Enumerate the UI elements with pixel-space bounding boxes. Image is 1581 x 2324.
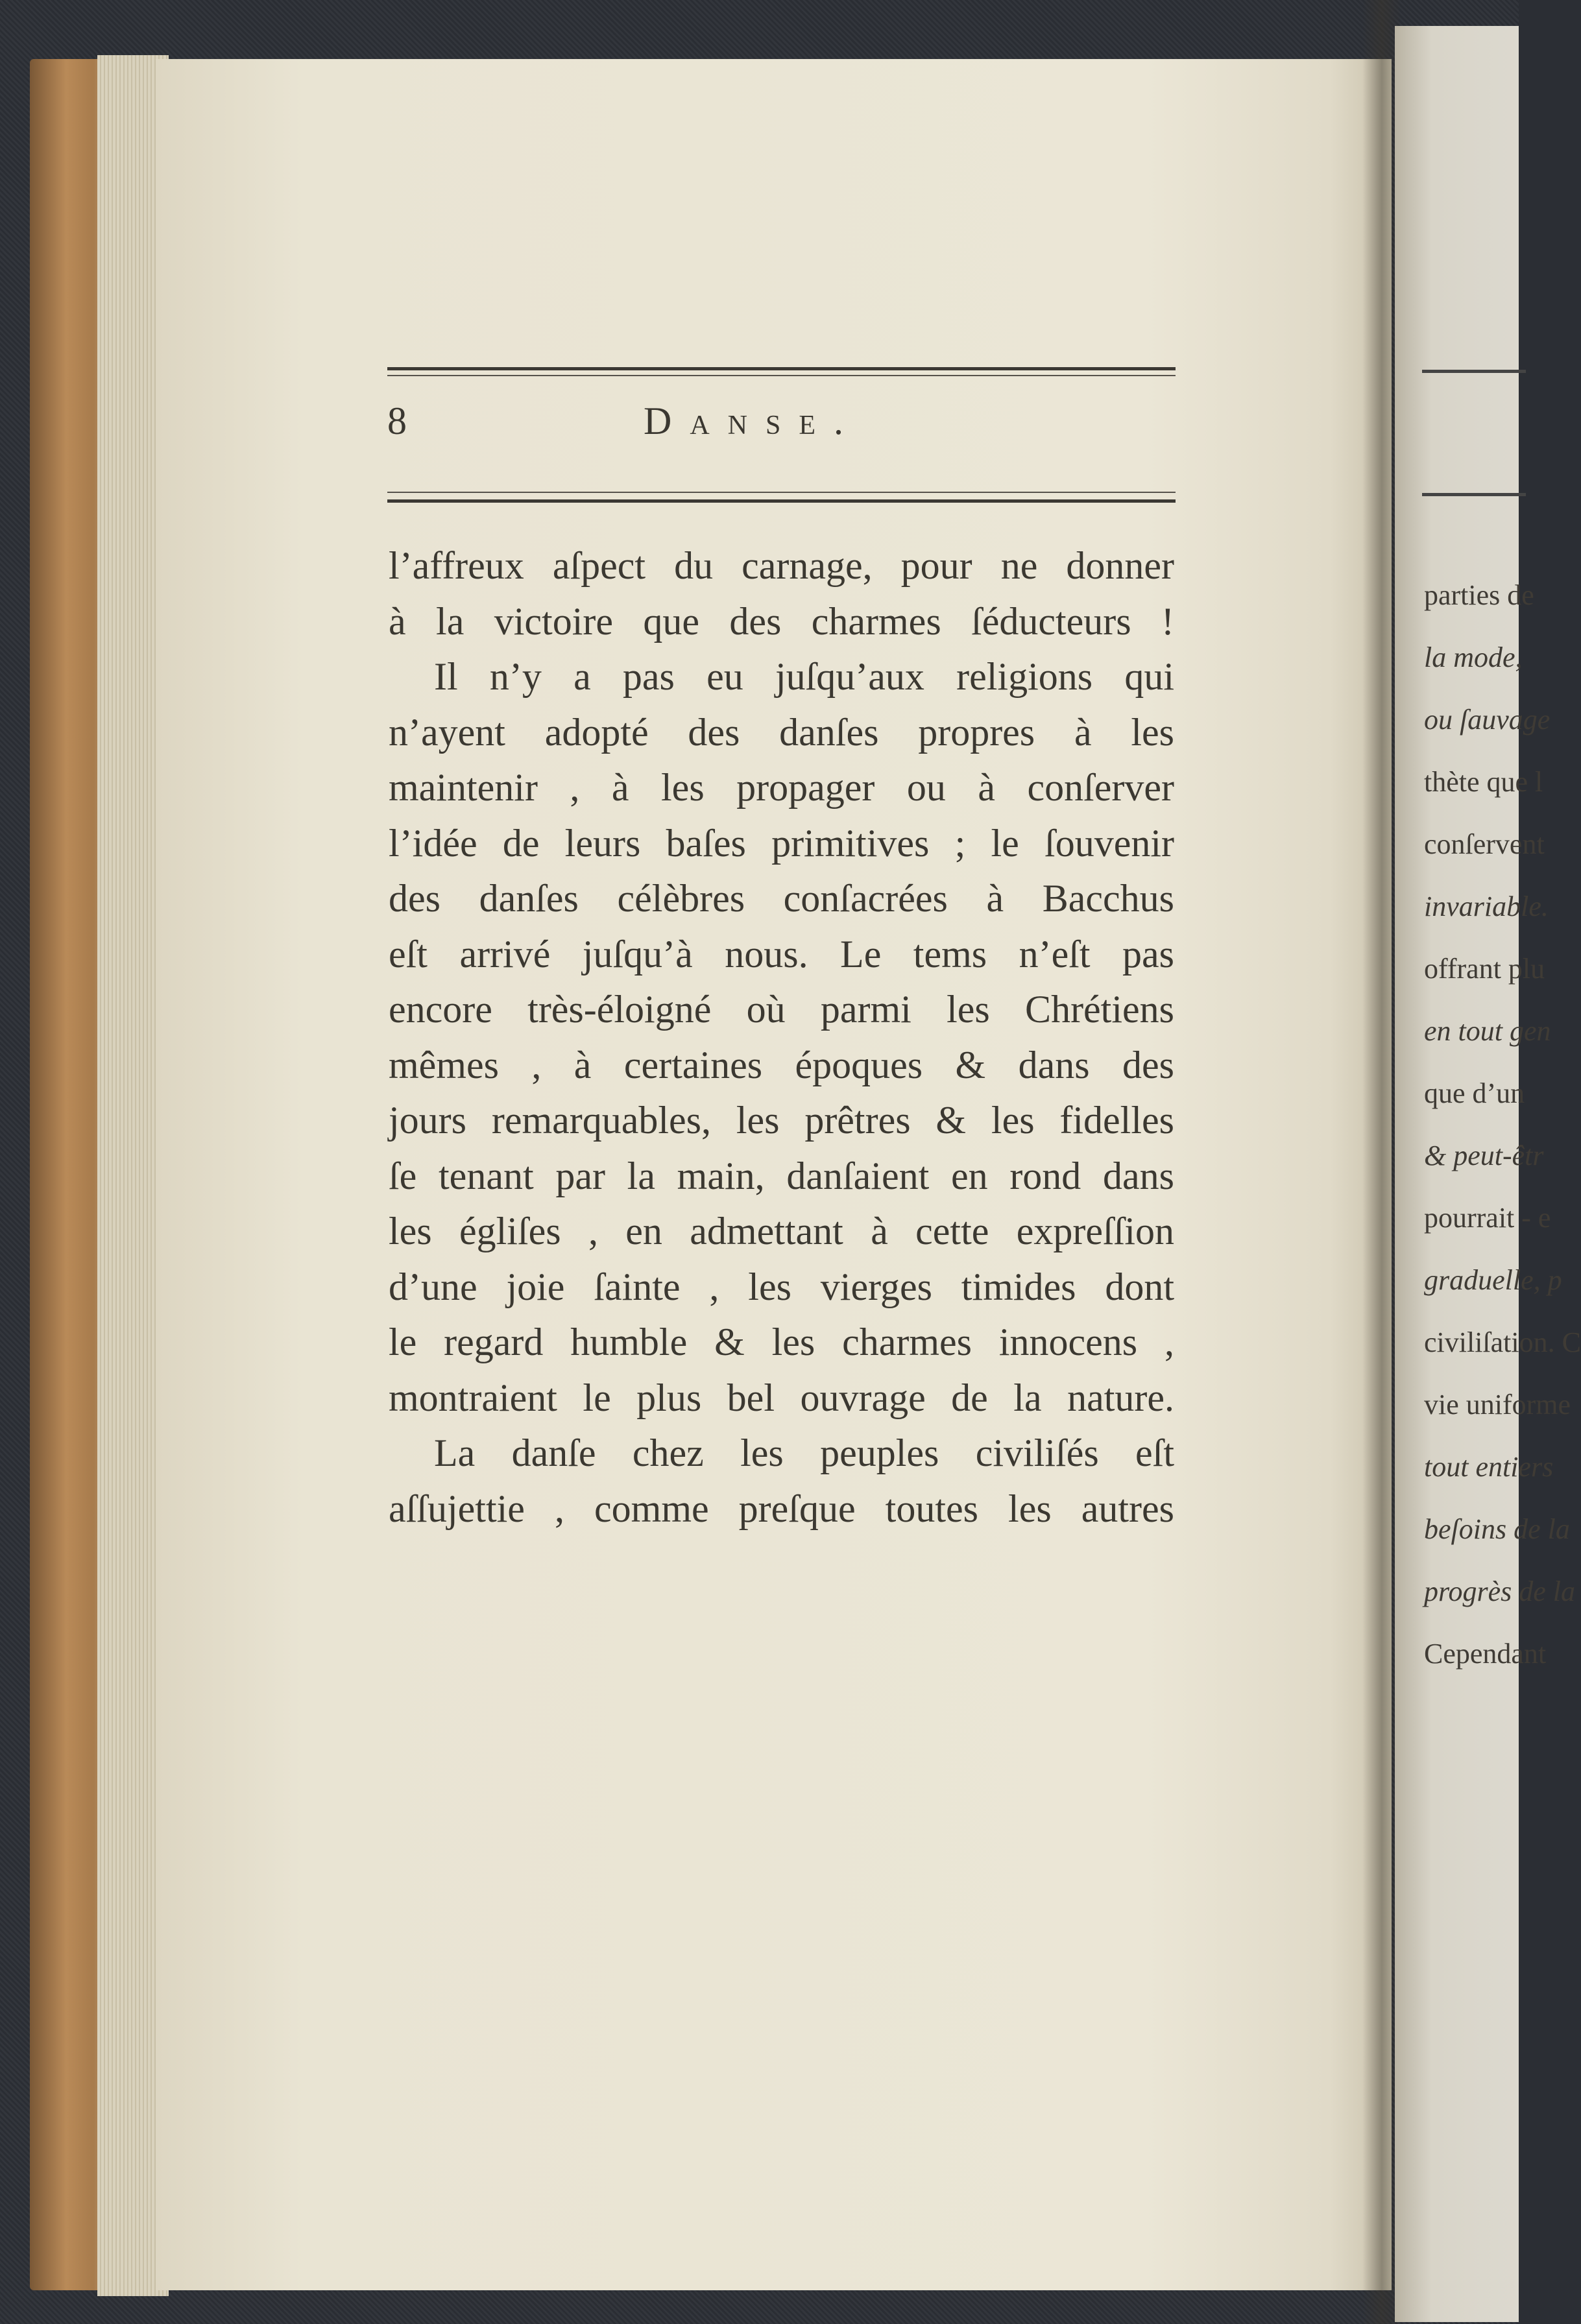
- text-line: [389, 1315, 1174, 1371]
- text-line-content: La danſe chez les peuples civiliſés eſt: [434, 1432, 1174, 1474]
- text-line: [389, 1371, 1174, 1426]
- facing-text-line: que d’un: [1424, 1077, 1525, 1109]
- facing-text-line: en tout gen: [1424, 1015, 1551, 1047]
- text-line: [389, 1426, 1174, 1481]
- running-head: [387, 399, 1176, 451]
- text-line-content: à la victoire que des charmes ſéducteurs !: [389, 599, 1174, 643]
- facing-text-line: thète que l: [1424, 766, 1543, 798]
- text-line-content: l’idée de leurs baſes primitives ; le ſouvenir: [389, 821, 1174, 865]
- facing-text-line: beſoins de la: [1424, 1513, 1570, 1545]
- facing-text-line: & peut-êtr: [1424, 1140, 1544, 1171]
- text-line: [389, 1038, 1174, 1094]
- text-line-content: montraient le plus bel ouvrage de la nature.: [389, 1376, 1174, 1419]
- text-line: [389, 705, 1174, 761]
- facing-header-rule-top: [1422, 370, 1526, 373]
- facing-body-text: [1424, 564, 1581, 1685]
- text-line-content: l’affreux aſpect du carnage, pour ne donner: [389, 544, 1174, 587]
- facing-header-rule-bottom: [1422, 493, 1526, 496]
- text-line: [389, 594, 1174, 650]
- facing-text-line: progrès de la: [1424, 1575, 1576, 1607]
- body-text: [389, 538, 1174, 1537]
- text-line: [389, 649, 1174, 705]
- header-rule-top-thin: [387, 375, 1176, 376]
- header-rule-top: [387, 367, 1176, 370]
- header-title: Danse.: [644, 400, 862, 442]
- facing-text-line: parties de: [1424, 579, 1534, 611]
- text-line-content: des danſes célèbres conſacrées à Bacchus: [389, 877, 1174, 920]
- text-line-content: mêmes , à certaines époques & dans des: [389, 1043, 1174, 1086]
- facing-text-line: pourrait - e: [1424, 1202, 1551, 1234]
- text-line: [389, 1093, 1174, 1149]
- text-line-content: jours remarquables, les prêtres & les fidelles: [389, 1099, 1174, 1142]
- facing-text-line: conſervent: [1424, 828, 1545, 860]
- facing-text-line: offrant plu: [1424, 953, 1545, 985]
- text-line: [389, 927, 1174, 983]
- text-line-content: les égliſes , en admettant à cette expreſſion: [389, 1210, 1174, 1252]
- text-line: [389, 1204, 1174, 1260]
- facing-text-line: ou ſauvage: [1424, 704, 1551, 736]
- facing-page: [1395, 26, 1581, 2322]
- text-line-content: maintenir , à les propager ou à conſerver: [389, 766, 1174, 809]
- facing-text-line: la mode,: [1424, 641, 1523, 673]
- facing-text-line: tout entiers: [1424, 1451, 1554, 1483]
- page-number: 8: [387, 400, 407, 442]
- text-line: [389, 1260, 1174, 1315]
- text-line-content: n’ayent adopté des danſes propres à les: [389, 710, 1174, 754]
- text-line-content: d’une joie ſainte , les vierges timides dont: [389, 1265, 1174, 1308]
- text-line: [389, 1149, 1174, 1204]
- text-line: [389, 760, 1174, 816]
- header-rule-bottom-thin: [387, 492, 1176, 493]
- facing-text-line: invariable.: [1424, 891, 1549, 922]
- text-line-content: Il n’y a pas eu juſqu’aux religions qui: [434, 655, 1174, 698]
- text-line: [389, 1481, 1174, 1537]
- facing-text-line: graduelle, p: [1424, 1264, 1562, 1296]
- text-line: [389, 816, 1174, 872]
- text-line-content: eſt arrivé juſqu’à nous. Le tems n’eſt pas: [389, 932, 1174, 976]
- facing-text-line: Cependant: [1424, 1638, 1547, 1670]
- text-line: [389, 538, 1174, 594]
- facing-text-line: civiliſation. C: [1424, 1326, 1581, 1358]
- text-line-content: encore très-éloigné où parmi les Chrétiens: [389, 988, 1174, 1031]
- text-line: [389, 982, 1174, 1038]
- text-line: [389, 871, 1174, 927]
- header-rule-bottom: [387, 499, 1176, 503]
- text-line-content: aſſujettie , comme preſque toutes les autres: [389, 1487, 1174, 1530]
- text-line-content: le regard humble & les charmes innocens ,: [389, 1321, 1174, 1363]
- facing-text-line: vie uniforme: [1424, 1389, 1571, 1420]
- text-line-content: ſe tenant par la main, danſaient en rond dans: [389, 1154, 1174, 1197]
